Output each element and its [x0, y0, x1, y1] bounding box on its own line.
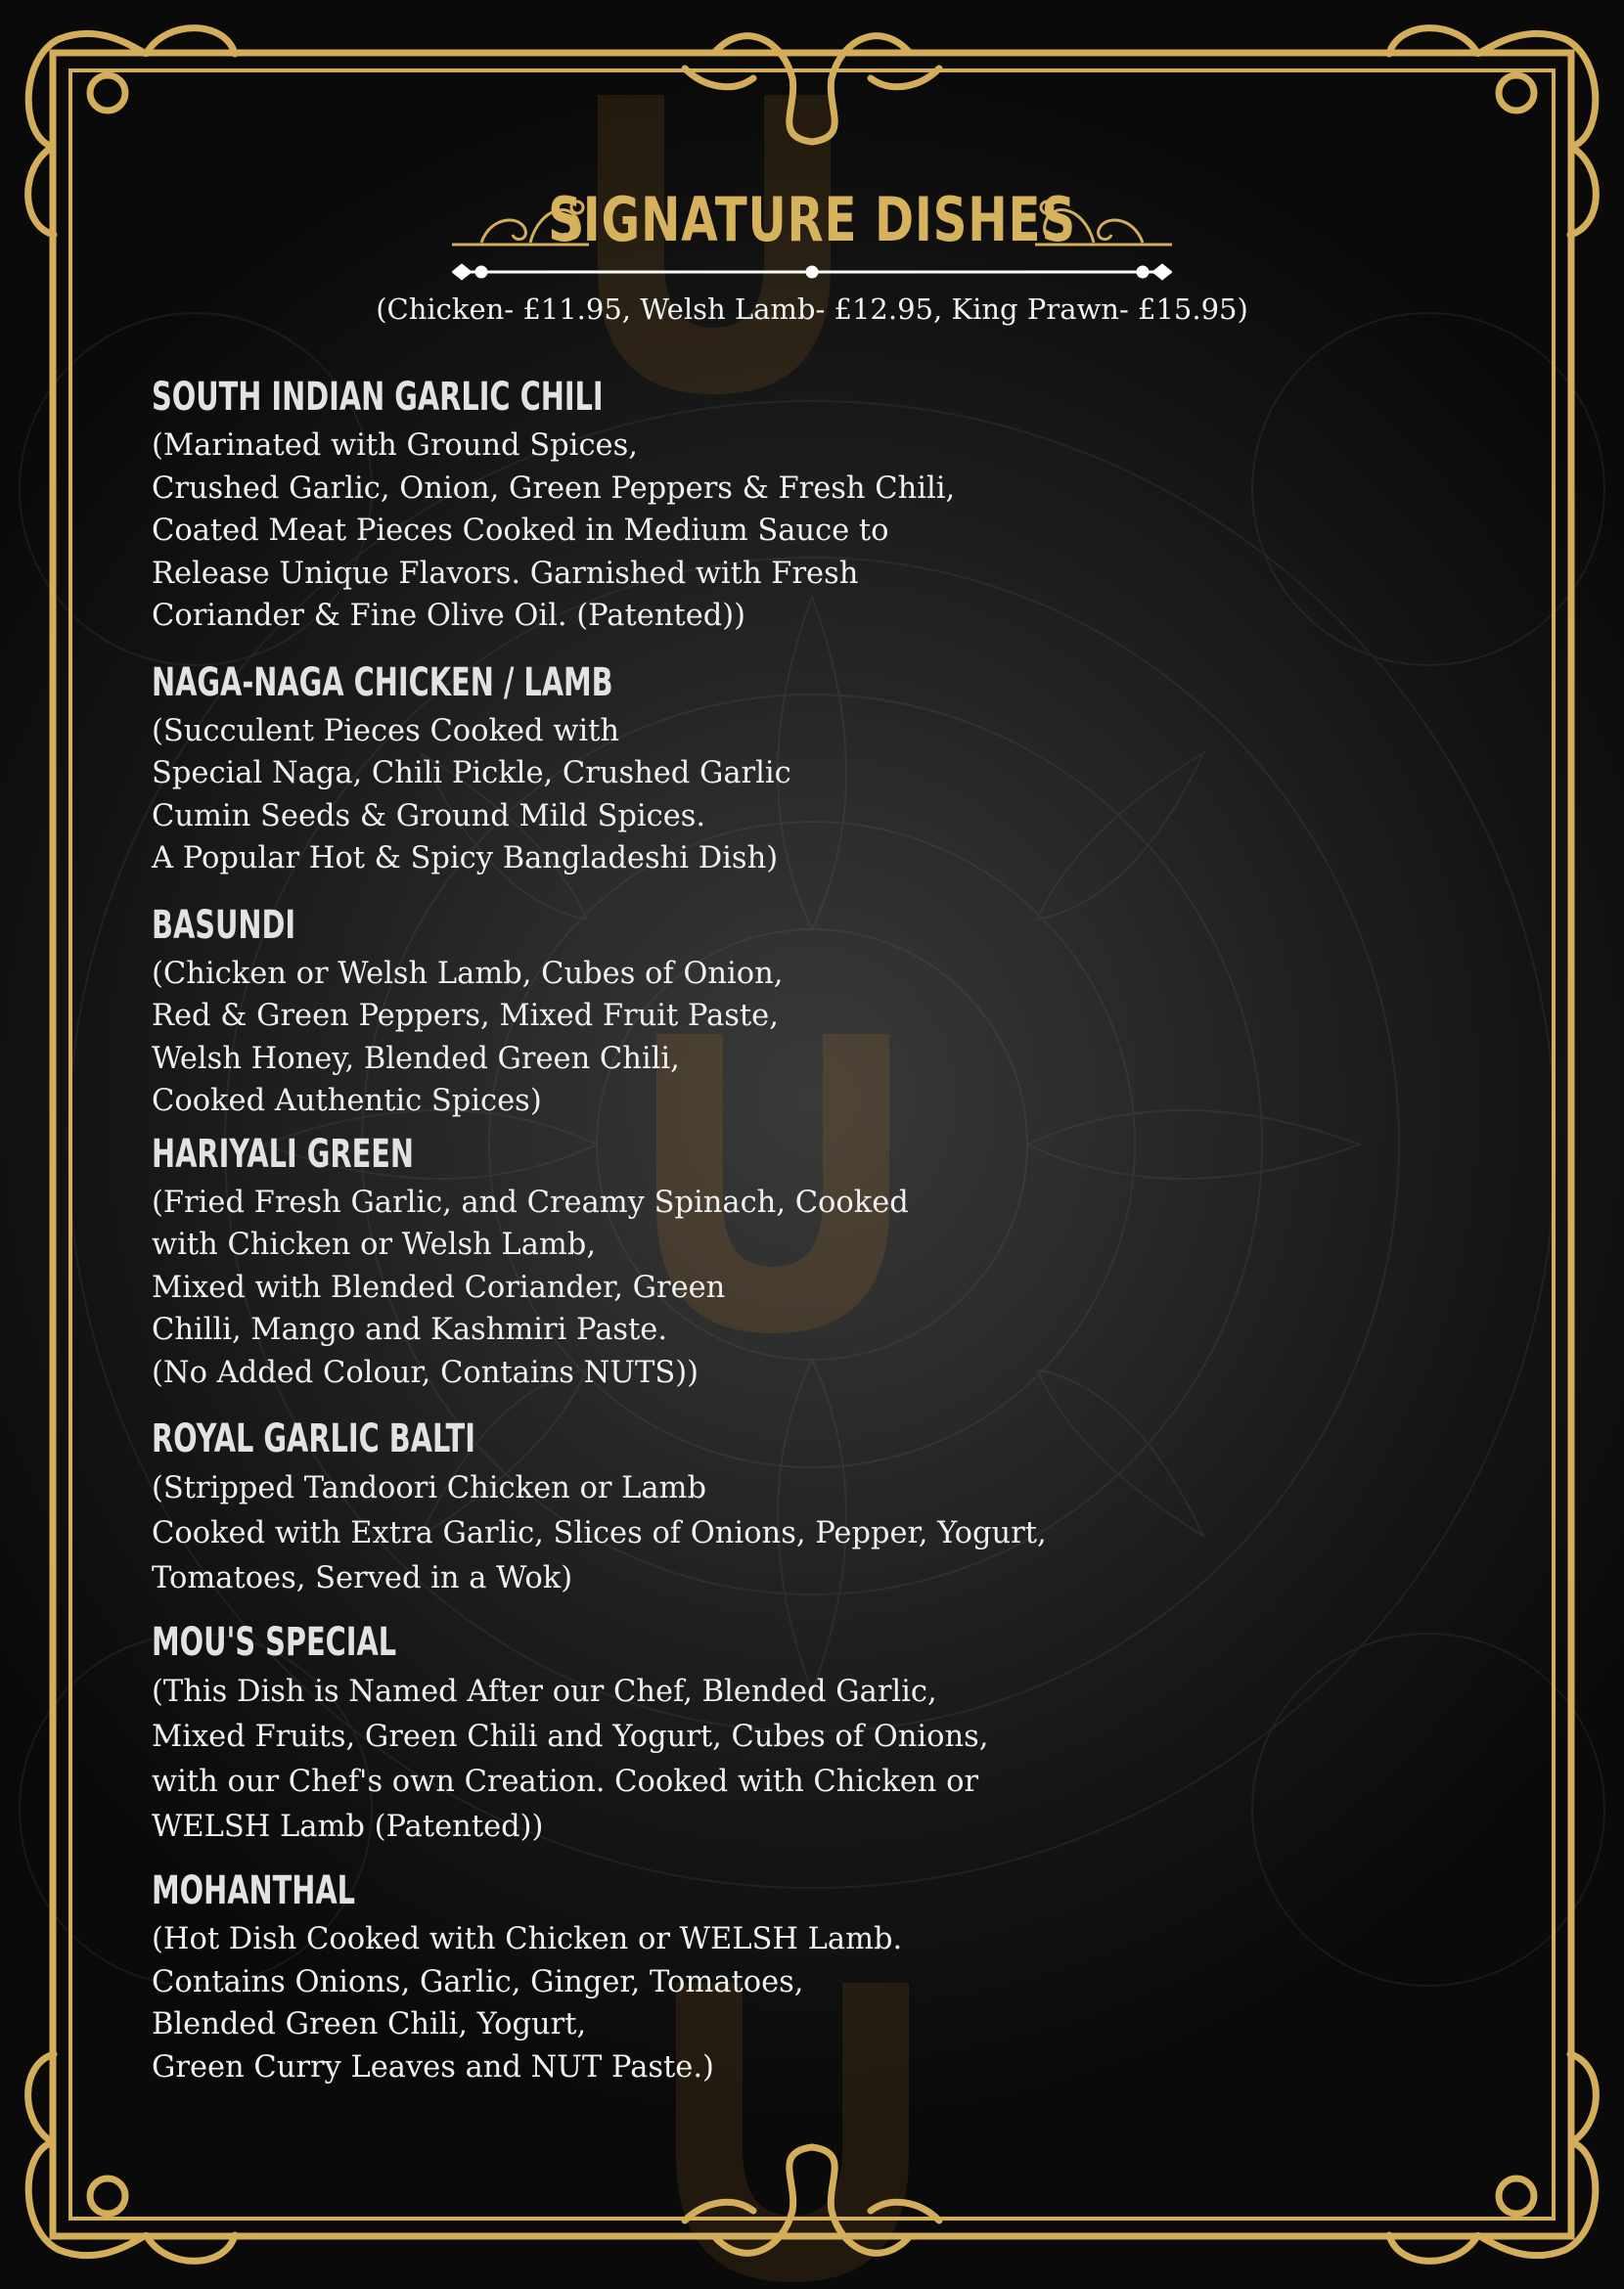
dish-item [152, 1615, 1277, 1850]
dish-description-line: Cooked Authentic Spices) [152, 1084, 542, 1118]
price-list: (Chicken- £11.95, Welsh Lamb- £12.95, King Prawn- £15.95) [376, 292, 1248, 326]
dish-item [152, 1127, 1277, 1395]
dish-item [152, 898, 1277, 1123]
dish-description-line: (Fried Fresh Garlic, and Creamy Spinach, Cooked [152, 1185, 909, 1220]
dish-name: NAGA-NAGA CHICKEN / LAMB [152, 659, 613, 705]
dish-description-line: Coriander & Fine Olive Oil. (Patented)) [152, 599, 746, 633]
dish-name: ROYAL GARLIC BALTI [152, 1416, 475, 1461]
dish-description-line: Cooked with Extra Garlic, Slices of Onions, Pepper, Yogurt, [152, 1516, 1047, 1550]
dish-description-line: (Chicken or Welsh Lamb, Cubes of Onion, [152, 956, 784, 991]
dish-description-line: (No Added Colour, Contains NUTS)) [152, 1355, 699, 1390]
dish-description-line: Blended Green Chili, Yogurt, [152, 2007, 587, 2042]
dish-item [152, 1863, 1277, 2088]
dish-description-line: (This Dish is Named After our Chef, Blended Garlic, [152, 1675, 937, 1709]
title-divider-icon [452, 258, 1172, 286]
dish-name: HARIYALI GREEN [152, 1131, 415, 1177]
dish-name: BASUNDI [152, 902, 296, 948]
dish-description-line: Crushed Garlic, Onion, Green Peppers & Fresh Chili, [152, 471, 956, 506]
heading [0, 176, 1624, 264]
dish-description-line: Coated Meat Pieces Cooked in Medium Sauce to [152, 514, 889, 548]
dish-description-line: Tomatoes, Served in a Wok) [152, 1561, 573, 1595]
dish-item [152, 655, 1277, 880]
dish-description-line: with our Chef's own Creation. Cooked with Chicken or [152, 1765, 979, 1799]
dish-item [152, 1412, 1277, 1601]
dish-description-line: Green Curry Leaves and NUT Paste.) [152, 2049, 714, 2085]
dish-list [152, 370, 1277, 2088]
dish-description-line: Welsh Honey, Blended Green Chili, [152, 1041, 680, 1076]
dish-description-line: Special Naga, Chili Pickle, Crushed Garlic [152, 756, 791, 790]
dish-description-line: Release Unique Flavors. Garnished with Fresh [152, 556, 859, 591]
dish-name: MOHANTHAL [152, 1868, 356, 1913]
dish-description-line: (Stripped Tandoori Chicken or Lamb [152, 1471, 706, 1505]
dish-description-line: Cumin Seeds & Ground Mild Spices. [152, 798, 706, 833]
dish-description-line: (Hot Dish Cooked with Chicken or WELSH Lamb. [152, 1922, 903, 1956]
dish-description-line: Mixed with Blended Coriander, Green [152, 1270, 726, 1305]
dish-description-line: Contains Onions, Garlic, Ginger, Tomatoes, [152, 1964, 804, 1999]
dish-description-line: A Popular Hot & Spicy Bangladeshi Dish) [152, 841, 779, 875]
dish-description-line: (Marinated with Ground Spices, [152, 428, 638, 463]
dish-name: MOU'S SPECIAL [152, 1620, 397, 1665]
dish-description-line: Red & Green Peppers, Mixed Fruit Paste, [152, 999, 779, 1033]
dish-description-line: WELSH Lamb (Patented)) [152, 1810, 544, 1844]
dish-name: SOUTH INDIAN GARLIC CHILI [152, 375, 604, 420]
dish-description-line: Mixed Fruits, Green Chili and Yogurt, Cubes of Onions, [152, 1720, 989, 1754]
dish-item [152, 370, 1277, 638]
dish-description-line: Chilli, Mango and Kashmiri Paste. [152, 1313, 668, 1347]
dish-description-line: with Chicken or Welsh Lamb, [152, 1228, 597, 1262]
dish-description-line: (Succulent Pieces Cooked with [152, 713, 620, 748]
page-title: SIGNATURE DISHES [548, 184, 1076, 255]
